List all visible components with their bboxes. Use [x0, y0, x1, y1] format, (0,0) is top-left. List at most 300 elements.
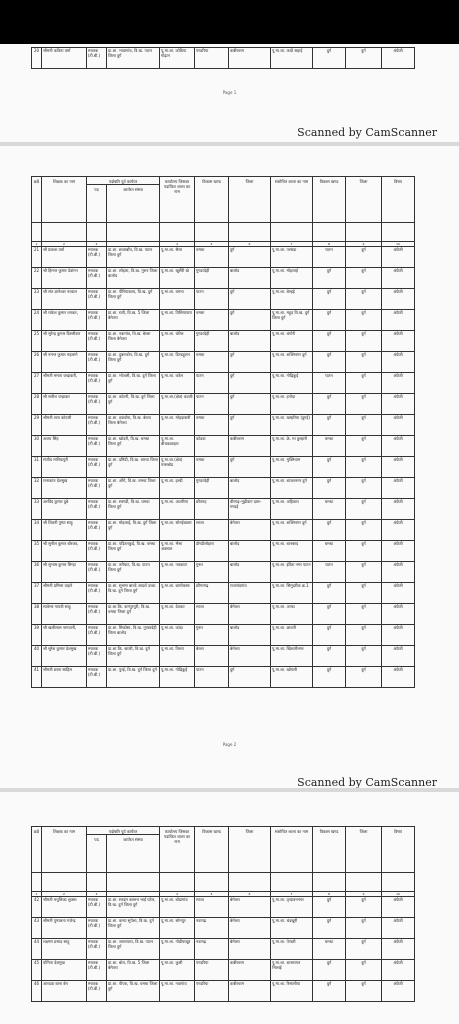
table-cell: श्री नमन्त कुमार महलागे [42, 352, 87, 373]
table-cell: प्रा.शा. सिकोसा, वि.ख. गुण्डरदेही जिला बालोद [107, 625, 160, 646]
header-subject: विषय [382, 177, 415, 223]
table-cell: दुर्ग [313, 981, 346, 1002]
header-revised-school: संशोधित शाला का नाम [271, 177, 313, 223]
table-cell: दुर्ग [346, 373, 382, 394]
table-cell: पू.मा.शा. बेल्हई [271, 289, 313, 310]
empty-cell [346, 223, 382, 242]
table-cell: श्रीमती ममता चन्द्राकरी, [42, 373, 87, 394]
empty-cell [32, 873, 42, 892]
table-cell: पू.मा.शा. देवकर [160, 604, 195, 625]
table-cell: पू.मा.शा. चंदखुरी [271, 918, 313, 939]
header-prior-posting: पदोन्नति पूर्व कार्यरत [87, 177, 160, 185]
table-cell: दुर्ग [313, 352, 346, 373]
table-cell: दुर्ग [229, 310, 271, 331]
column-number: 9 [346, 892, 382, 897]
table-cell: पू.मा.शा. छावनी [271, 625, 313, 646]
table-cell: राजनांदगांव [229, 583, 271, 604]
table-cell: पू.मा.शा. कांदा [160, 625, 195, 646]
table-row [32, 436, 415, 457]
table-cell: प्रा.शा. पीपरा, वि.ख. धमधा जिला दुर्ग [107, 981, 160, 1002]
table-cell: अंग्रेजी [382, 625, 415, 646]
table-cell: स्नातक (टी.बी.) [87, 436, 107, 457]
table-cell: प्रा.शा. ओंगे, वि.ख. धमधा जिला दुर्ग [107, 478, 160, 499]
table-cell: स्नातक (टी.बी.) [87, 646, 107, 667]
table-cell: पू.मा.शा. तिलप [160, 646, 195, 667]
table-cell: पाटन [313, 562, 346, 583]
table-cell: छीतनह [195, 499, 229, 520]
column-number: 2 [42, 892, 87, 897]
header-district-2: जिला [346, 827, 382, 873]
page-1 [0, 44, 459, 142]
table-cell: दुर्ग [346, 478, 382, 499]
table-row [32, 604, 415, 625]
empty-cell [271, 223, 313, 242]
table-cell: बेमेतरा [229, 897, 271, 918]
table-row [32, 352, 415, 373]
table-cell: स्नातक (टी.बी.) [87, 499, 107, 520]
empty-cell [87, 873, 107, 892]
table-cell: पू.मा.शा. का0 सहाई [271, 48, 313, 69]
table-cell: 26 [32, 352, 42, 373]
table-cell: दुर्ग [346, 268, 382, 289]
table-cell: पू.मा.शा. सैला [160, 247, 195, 268]
table-cell: पू.मा.शा. खिलजीनगर [271, 646, 313, 667]
table-cell: श्री प्रकाश वर्मा [42, 247, 87, 268]
empty-cell [195, 223, 229, 242]
table-cell: पू.मा.शा. मुक्तिधाम [271, 457, 313, 478]
table-cell: अंग्रेजी [382, 646, 415, 667]
table-cell: धमधा [195, 247, 229, 268]
table-cell: पू.मा.शा. शक्तिनगर दुर्ग [271, 520, 313, 541]
scanner-watermark: Scanned by CamScanner [297, 126, 437, 139]
table-cell: वीरगढ़–मुह्रीवाग दास–गण्डई [229, 499, 271, 520]
table-cell: स्नातक (टी.बी.) [87, 478, 107, 499]
table-cell: कबीरधाम [229, 981, 271, 1002]
empty-cell [382, 873, 415, 892]
header-district: जिला [229, 177, 271, 223]
empty-cell [32, 223, 42, 242]
table-row [32, 331, 415, 352]
table-cell: योगिता देशमुख [42, 960, 87, 981]
table-cell: दुर्ग [346, 562, 382, 583]
table-cell: अंग्रेजी [382, 541, 415, 562]
table-row [32, 373, 415, 394]
table-row [32, 939, 415, 960]
table-cell: 39 [32, 625, 42, 646]
empty-cell [87, 223, 107, 242]
table-cell: नवागढ़ [195, 939, 229, 960]
table-cell: दुर्ग [346, 310, 382, 331]
table-cell: दुर्ग [313, 897, 346, 918]
header-prior-posting: पदोन्नति पूर्व कार्यरत [87, 827, 160, 835]
table-cell: पू.मा.शा. सोनईखाला [160, 520, 195, 541]
table-cell: प्रा.शा. कन्या सुपेला, वि.ख. दुर्ग जिला दुर्ग [107, 918, 160, 939]
header-subject: विषय [382, 827, 415, 873]
table-cell: प्रा.शा. लोहारा, वि.ख. गुरूर जिला बालोद [107, 268, 160, 289]
header-block-2: विकास खण्ड [313, 827, 346, 873]
table-cell: दुर्ग [313, 520, 346, 541]
table-cell: दुर्ग [346, 939, 382, 960]
table-cell: पू.मा.शा. सोमपुर [160, 918, 195, 939]
column-number: 7 [271, 242, 313, 247]
table-cell: 24 [32, 310, 42, 331]
table-cell: स्नातक (टी.बी.) [87, 520, 107, 541]
table-cell: स्नातक (टी.बी.) [87, 562, 107, 583]
table-cell: प्रा.शा. भाठागांव, वि.ख. पाटन जिला दुर्ग [107, 48, 160, 69]
empty-cell [229, 873, 271, 892]
table-row [32, 646, 415, 667]
header-institution: कार्यरत संस्था [107, 185, 160, 223]
table-cell: गुरूर [195, 625, 229, 646]
column-number: 9 [346, 242, 382, 247]
table-cell: अंग्रेजी [382, 331, 415, 352]
column-number: 6 [229, 892, 271, 897]
table-cell: पू.मा.शा. खोपली [271, 667, 313, 688]
table-cell: पू.मा.शा. हनोदा [271, 394, 313, 415]
table-cell: प्रा.शा. ठकवोरा, वि.ख. बेरला जिला बेमेतरा [107, 415, 160, 436]
table-cell: अंग्रेजी [382, 478, 415, 499]
table-cell: 41 [32, 667, 42, 688]
empty-cell [42, 223, 87, 242]
table-cell: स्नातक (टी.बी.) [87, 268, 107, 289]
table-cell: बालोद [229, 331, 271, 352]
table-cell: श्री सुरेन्द्र कुमार दिल्लीवार [42, 331, 87, 352]
table-cell: बेमेतरा [229, 646, 271, 667]
table-cell: अंग्रेजी [382, 583, 415, 604]
table-row [32, 478, 415, 499]
table-cell: पू.मा.शा. अण्डा [271, 604, 313, 625]
column-number: 10 [382, 242, 415, 247]
table-cell: अंग्रेजी [382, 352, 415, 373]
empty-cell [229, 223, 271, 242]
table-row [32, 247, 415, 268]
table-cell: 46 [32, 981, 42, 1002]
table-cell: दुर्ग [229, 667, 271, 688]
table-cell: दुर्ग [313, 646, 346, 667]
spacer-row [32, 223, 415, 242]
table-cell: श्रीमती मधुलिका शुक्ला [42, 897, 87, 918]
table-cell: श्री शिवनी पुष्पा साहू [42, 520, 87, 541]
table-row [32, 394, 415, 415]
table-cell: श्रीमती लता कोठारी [42, 415, 87, 436]
table-cell: श्री सतीश चन्द्राकर [42, 394, 87, 415]
table-cell: स्नातक (टी.बी.) [87, 289, 107, 310]
table-cell: प्रा.शा. नवागांव, वि.ख. बेरला जिला बेमेतरा [107, 331, 160, 352]
table-cell: श्री हिमन्त कुमार देवांगन [42, 268, 87, 289]
table-cell: प्रा.शा. जालापारा, वि.ख. पाटन जिला दुर्ग [107, 939, 160, 960]
table-cell: प्रा.शा. खोदरी, वि.ख. धमधा जिला दुर्ग [107, 436, 160, 457]
table-row [32, 457, 415, 478]
column-number: 2 [42, 242, 87, 247]
table-cell: अंग्रेजी [382, 373, 415, 394]
table-cell: अंग्रेजी [382, 436, 415, 457]
table-cell: स्नातक (टी.बी.) [87, 625, 107, 646]
table-cell: बालोद [229, 268, 271, 289]
table-cell: अंग्रेजी [382, 939, 415, 960]
page-number: Page 1 [222, 90, 237, 95]
table-cell: धमधा [313, 436, 346, 457]
table-cell: अंग्रेजी [382, 457, 415, 478]
table-cell: अजय सिंह [42, 436, 87, 457]
column-number: 8 [313, 242, 346, 247]
table-row [32, 520, 415, 541]
table-cell: श्रीमती प्रमिला वाहने [42, 583, 87, 604]
table-row [32, 960, 415, 981]
table-cell: 23 [32, 289, 42, 310]
table-cell: दुर्ग [313, 604, 346, 625]
table-cell: पू.मा.शा. बीचकाछहार [160, 436, 195, 457]
table-cell: प्रा.शा. मोहलाई, वि.ख. दुर्ग जिला दुर्ग [107, 520, 160, 541]
table-cell: दुर्ग [313, 415, 346, 436]
table-cell: अंग्रेजी [382, 981, 415, 1002]
table-cell: पाटन [195, 289, 229, 310]
table-cell: साजा [195, 897, 229, 918]
table-cell: दुर्ग [313, 918, 346, 939]
table-cell: बेरला [195, 646, 229, 667]
table-cell: धमधा [195, 457, 229, 478]
table-cell: श्री सुरेश कुमार देशमुख [42, 646, 87, 667]
table-cell: बेमेतरा [229, 604, 271, 625]
table-cell: पाटन [313, 373, 346, 394]
table-cell: दुर्ग [346, 436, 382, 457]
header-serial: क्र0 [32, 827, 42, 873]
header-block: विकास खण्ड [195, 177, 229, 223]
table-cell: प्रा.शा. छाताबाँध, वि.ख. पाटन जिला दुर्ग [107, 247, 160, 268]
table-cell: पू.मा.शा. नवागांव [160, 981, 195, 1002]
table-cell: स्नातक (टी.बी.) [87, 457, 107, 478]
empty-cell [382, 223, 415, 242]
table-cell: पाटन [195, 667, 229, 688]
table-cell: स्नातक (टी.बी.) [87, 310, 107, 331]
table-cell: प्रा.शा. पीरियाकला, वि.ख. दुर्ग जिला दुर्ग [107, 289, 160, 310]
table-cell: दुर्ग [346, 457, 382, 478]
header-block-2: विकास खण्ड [313, 177, 346, 223]
table-cell: स्नातक (टी.बी.) [87, 541, 107, 562]
table-cell: प्रा.शा. सरदार बल्लभ भाई पटेल, वि.ख. दुर्ग जिला दुर्ग [107, 897, 160, 918]
table-cell: पाटन [313, 247, 346, 268]
table-cell: अंग्रेजी [382, 499, 415, 520]
table-cell: कबीरधाम [229, 436, 271, 457]
table-cell: बालोद [229, 541, 271, 562]
column-number: 4 [160, 242, 195, 247]
table-cell: दुर्ग [346, 48, 382, 69]
table-cell: स्नातक (टी.बी.) [87, 897, 107, 918]
table-cell: दुर्ग [313, 48, 346, 69]
table-cell: श्री सुनील कुमार बोरकर, [42, 541, 87, 562]
table-cell: पू.मा.शा. खम्हरिया (दुगई) [271, 415, 313, 436]
column-number: 3 [87, 892, 107, 897]
table-cell: 32 [32, 478, 42, 499]
table-cell: दुर्ग [346, 541, 382, 562]
table-cell: दुर्ग [313, 394, 346, 415]
table-cell: छीगरगढ़ [195, 583, 229, 604]
table-cell: पण्डरिया [195, 960, 229, 981]
page-3-table [31, 826, 415, 1002]
table-cell: प्रा.शा. दुबनकोन, वि.ख. दुर्ग जिला दुर्ग [107, 352, 160, 373]
table-cell: पू.मा.शा. मोहलाई [271, 268, 313, 289]
page-3 [0, 792, 459, 1024]
table-cell: बालोद [229, 625, 271, 646]
table-cell: अंग्रेजी [382, 604, 415, 625]
table-cell: दुर्ग [313, 478, 346, 499]
table-cell: दुर्ग [229, 247, 271, 268]
table-cell: दुर्ग [229, 352, 271, 373]
table-cell: साजा [195, 520, 229, 541]
table-cell: 25 [32, 331, 42, 352]
table-row [32, 562, 415, 583]
table-cell: पू.मा.शा. नवकाटा [160, 562, 195, 583]
table-cell: धमधा [313, 499, 346, 520]
empty-cell [107, 223, 160, 242]
table-cell: 30 [32, 436, 42, 457]
table-cell: पू.मा.शा.(क्षेत्र) कटली [160, 394, 195, 415]
table-row [32, 541, 415, 562]
table-cell: पू.मा.शा. बागरेकसा [160, 583, 195, 604]
table-cell: दुर्ग [229, 415, 271, 436]
table-cell: दुर्ग [313, 960, 346, 981]
column-number: 1 [32, 242, 42, 247]
table-cell: दुर्ग [346, 625, 382, 646]
table-cell: पू.मा.शा. पेण्डरी [271, 939, 313, 960]
table-cell: लक्ष्मण प्रसाद साहू [42, 939, 87, 960]
table-cell: स्नातक (टी.बी.) [87, 415, 107, 436]
table-cell: प्रा.शा. तरीघाट, वि.ख. पाटन जिला दुर्ग [107, 562, 160, 583]
table-cell: श्री खलीलाल नागवानी, [42, 625, 87, 646]
table-cell: स्नातक (टी.बी.) [87, 981, 107, 1002]
table-cell: अंग्रेजी [382, 394, 415, 415]
table-cell: स्नातक (टी.बी.) [87, 960, 107, 981]
table-cell: स्नातक (टी.बी.) [87, 583, 107, 604]
header-post: पद [87, 185, 107, 223]
table-cell: दुर्ग [346, 981, 382, 1002]
table-cell: नवागढ़ [195, 918, 229, 939]
table-cell: श्री सुभाष कुमार सिन्हा [42, 562, 87, 583]
header-revised-school: संशोधित शाला का नाम [271, 827, 313, 873]
table-cell: गुण्डरदेही [195, 478, 229, 499]
table-row [32, 918, 415, 939]
table-cell: पू.मा.शा. शासरागत भिलाई [271, 960, 313, 981]
table-cell: दुर्ग [346, 499, 382, 520]
table-cell: 29 [32, 415, 42, 436]
table-cell: बेमेतरा [229, 520, 271, 541]
table-cell: अंग्रेजी [382, 289, 415, 310]
table-cell: दुर्ग [346, 520, 382, 541]
table-cell: 33 [32, 499, 42, 520]
table-cell: स्नातक (टी.बी.) [87, 604, 107, 625]
header-serial: क्र0 [32, 177, 42, 223]
table-cell: अंग्रेजी [382, 897, 415, 918]
table-cell: श्रीमती छाया साहिल [42, 667, 87, 688]
black-top-bar [0, 0, 459, 44]
table-cell: पाटन [195, 373, 229, 394]
table-cell: अंग्रेजी [382, 415, 415, 436]
header-teacher-name: शिक्षक का नाम [42, 827, 87, 873]
table-cell: पू.मा.शा. सिमुदरीक क्र.1 [271, 583, 313, 604]
table-cell: अरविंद कुमार दुबे [42, 499, 87, 520]
table-cell: पू.मा.शा. शक्तिनगर दुर्ग [271, 352, 313, 373]
table-row [32, 48, 415, 69]
table-row [32, 897, 415, 918]
table-cell: पू.मा.शा. कोडिया गोढ़ान [160, 48, 195, 69]
header-district: जिला [229, 827, 271, 873]
table-row [32, 583, 415, 604]
table-cell: दुर्ग [313, 268, 346, 289]
empty-cell [160, 223, 195, 242]
table-cell: 37 [32, 583, 42, 604]
column-number: 5 [195, 892, 229, 897]
table-cell: दुर्ग [313, 583, 346, 604]
table-cell: दुर्ग [346, 667, 382, 688]
table-cell: पू.मा.शा. अहिवारा [271, 499, 313, 520]
empty-cell [107, 873, 160, 892]
table-cell: दुर्ग [346, 394, 382, 415]
table-cell: 38 [32, 604, 42, 625]
table-cell: प्रा.शा. सुभाष बाल्डे आदर्श उच्चा. वि.ख. दुर्ग जिला दुर्ग [107, 583, 160, 604]
table-cell: दुर्ग [229, 289, 271, 310]
table-cell: 22 [32, 268, 42, 289]
table-cell: रत्नाकांत देशमुख [42, 478, 87, 499]
table-cell: अंग्रेजी [382, 247, 415, 268]
table-cell: पू.मा.शा. इंदिरा नगर पाटन [271, 562, 313, 583]
empty-cell [160, 873, 195, 892]
table-cell: साजा [195, 604, 229, 625]
table-cell: प्रा.शा. कोटनी, वि.ख. दुर्ग जिला दुर्ग [107, 394, 160, 415]
table-cell: दुर्ग [229, 373, 271, 394]
table-cell: स्नातक (टी.बी.) [87, 352, 107, 373]
table-cell: पू.मा.शा.(क्षेत्र) परसबोड [160, 457, 195, 478]
empty-cell [346, 873, 382, 892]
table-cell: प्रा.शा. पदिठनकुर्द, वि.ख. धमधा जिला दुर्ग [107, 541, 160, 562]
table-cell: दुर्ग [346, 604, 382, 625]
header-block: विकास खण्ड [195, 827, 229, 873]
table-cell: प्रा.शा. रावी, वि.ख. 5 जिला बेमेतरा [107, 310, 160, 331]
column-number: 3 [87, 242, 107, 247]
table-cell: अंग्रेजी [382, 960, 415, 981]
table-cell: दुर्ग [313, 457, 346, 478]
table-cell: गुरूर [195, 562, 229, 583]
table-cell: आरदवा बाना बेग [42, 981, 87, 1002]
header-institution: कार्यरत संस्था [107, 835, 160, 873]
table-cell: स्नातक (टी.बी.) [87, 939, 107, 960]
table-cell: स्नातक (टी.बी.) [87, 667, 107, 688]
column-number: 4 [160, 892, 195, 897]
table-cell: दुर्ग [313, 331, 346, 352]
table-cell: स्नातक (टी.बी.) [87, 918, 107, 939]
table-cell: पू.मा.शा. बोडागांव [160, 897, 195, 918]
column-number: 5 [195, 242, 229, 247]
table-cell: स्नातक (टी.बी.) [87, 331, 107, 352]
table-cell: स्नातक (टी.बी.) [87, 247, 107, 268]
page-1-table [31, 47, 415, 69]
table-cell: सावेत्तर गायत्री साहू [42, 604, 87, 625]
table-cell: 35 [32, 541, 42, 562]
table-cell: श्री संत ज्ञानेश्वर नरवाल [42, 289, 87, 310]
table-cell: धमधा [313, 939, 346, 960]
table-cell: दुर्ग [346, 352, 382, 373]
table-cell: पण्डरिया [195, 981, 229, 1002]
header-office: कार्यालय जिसका पदांकित शाला का नाम [160, 177, 195, 223]
table-cell: पू.मा.शा. भैसा अक्ताल [160, 541, 195, 562]
table-cell: पू.मा.शा. तिलियापारा [160, 310, 195, 331]
table-cell: प्रा.शा. दमिंडी, वि.ख. धमधा जिला दुर्ग [107, 457, 160, 478]
table-cell: प्रा.शा.कि. कनपुरपुरी, वि.ख. धमधा जिला दुर्ग [107, 604, 160, 625]
table-cell: पू.मा.शा. वृन्दावननगर [271, 897, 313, 918]
table-cell: पू.मा.शा. क्रे. मा कुम्हारी [271, 436, 313, 457]
table-row [32, 289, 415, 310]
table-cell: संजीव मानिकपुरी [42, 457, 87, 478]
column-number: 1 [32, 892, 42, 897]
table-row [32, 310, 415, 331]
